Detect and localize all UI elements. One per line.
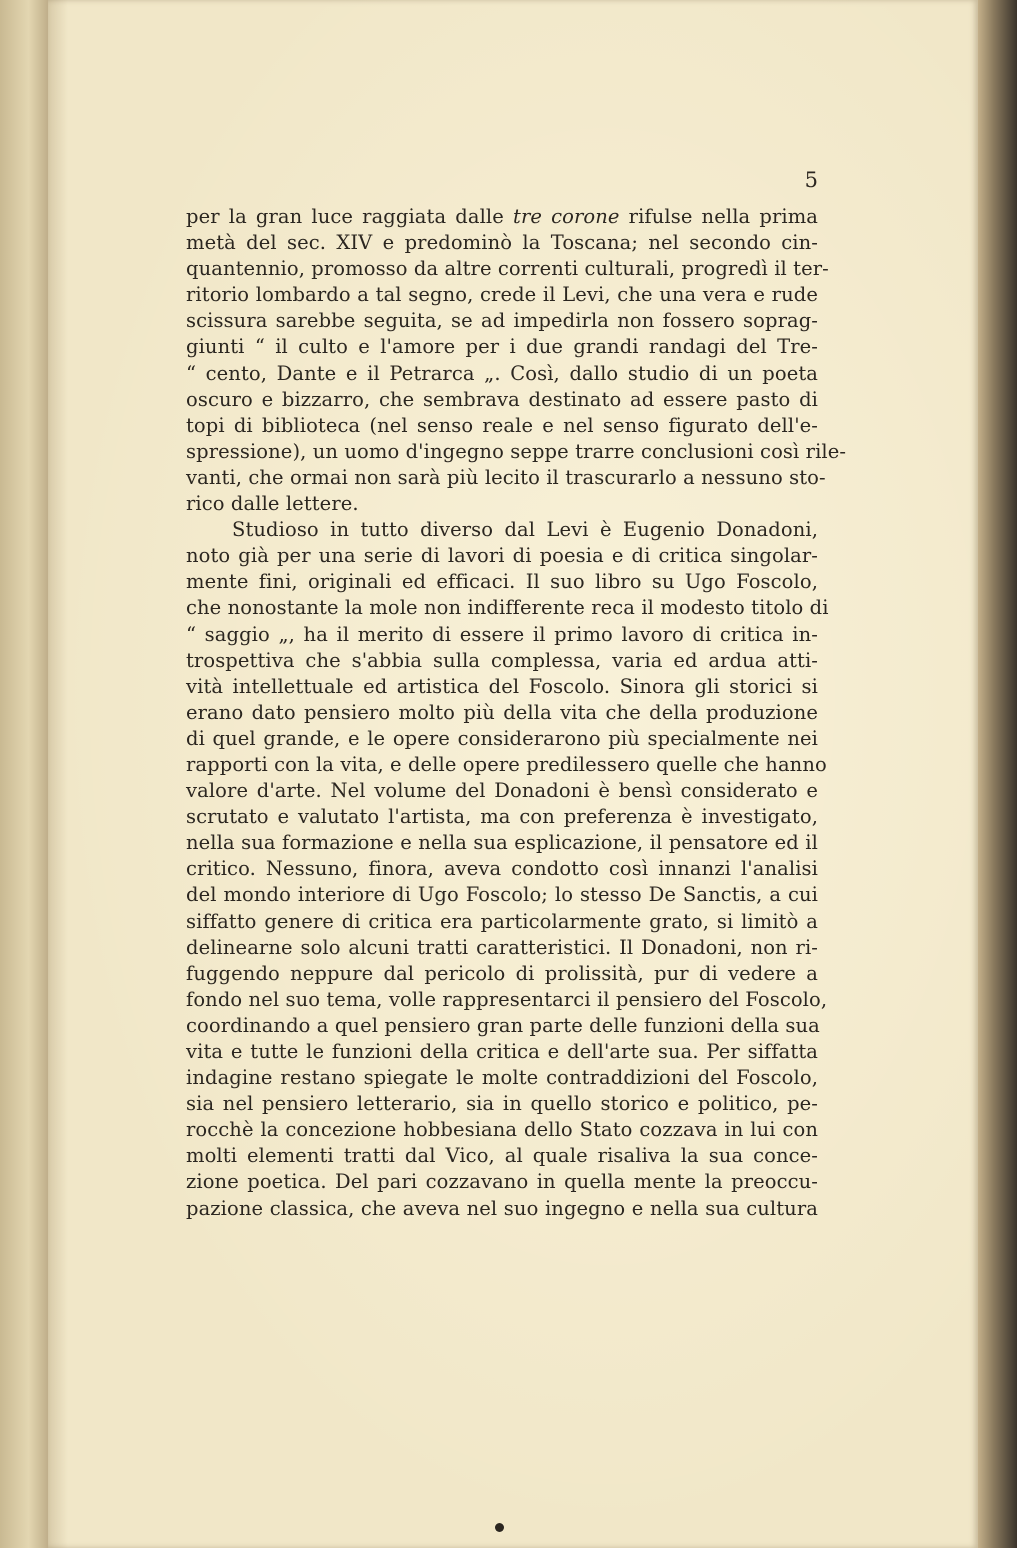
text-line: trospettiva che s'abbia sulla complessa, varia ed ardua atti- — [186, 648, 818, 672]
text-line: fondo nel suo tema, volle rappresentarci il pensiero del Foscolo, — [186, 987, 828, 1011]
text-line: oscuro e bizzarro, che sembrava destinato ad essere pasto di — [186, 387, 818, 411]
page-body-text — [186, 204, 847, 1222]
text-line: zione poetica. Del pari cozzavano in quella mente la preoccu- — [186, 1170, 818, 1194]
italic-phrase: tre corone — [513, 205, 620, 228]
text-line: delinearne solo alcuni tratti caratteristici. Il Donadoni, non ri- — [186, 935, 818, 959]
text-line: rico dalle lettere. — [186, 492, 359, 516]
text-line: spressione), un uomo d'ingegno seppe trarre conclusioni così rile- — [186, 439, 847, 463]
text-line: “ cento, Dante e il Petrarca „. Così, dallo studio di un poeta — [186, 361, 818, 385]
text-line: scissura sarebbe seguita, se ad impedirla non fossero soprag- — [186, 309, 818, 333]
text-line: per la gran luce raggiata dalle tre corone rifulse nella prima — [186, 205, 819, 228]
text-line: topi di biblioteca (nel senso reale e nel senso figurato dell'e- — [186, 413, 818, 437]
text-line: erano dato pensiero molto più della vita che della produzione — [186, 700, 818, 724]
text-line: del mondo interiore di Ugo Foscolo; lo stesso De Sanctis, a cui — [186, 883, 818, 907]
text-line: rocchè la concezione hobbesiana dello Stato cozzava in lui con — [186, 1118, 818, 1142]
text-line: che nonostante la mole non indifferente reca il modesto titolo di — [186, 596, 829, 620]
text-line: vità intellettuale ed artistica del Foscolo. Sinora gli storici si — [186, 674, 818, 698]
text-line: pazione classica, che aveva nel suo ingegno e nella sua cultura — [186, 1196, 818, 1220]
text-line: vita e tutte le funzioni della critica e dell'arte sua. Per siffatta — [186, 1040, 818, 1063]
text-line: giunti “ il culto e l'amore per i due grandi randagi del Tre- — [186, 335, 818, 359]
text-line: siffatto genere di critica era particolarmente grato, si limitò a — [186, 909, 818, 933]
text-line: coordinando a quel pensiero gran parte delle funzioni della sua — [186, 1013, 820, 1037]
binding-hole-dot — [495, 1523, 504, 1532]
page-stack-edge — [978, 0, 1017, 1548]
text-line: Studioso in tutto diverso dal Levi è Eugenio Donadoni, — [232, 518, 818, 542]
text-line: noto già per una serie di lavori di poesia e di critica singolar- — [186, 544, 818, 568]
text-line: metà del sec. XIV e predominò la Toscana; nel secondo cin- — [186, 231, 818, 255]
book-page — [48, 0, 978, 1548]
text-line: di quel grande, e le opere considerarono più specialmente nei — [186, 726, 818, 750]
text-line: nella sua formazione e nella sua esplicazione, il pensatore ed il — [186, 831, 818, 855]
text-line: ritorio lombardo a tal segno, crede il Levi, che una vera e rude — [186, 283, 818, 307]
text-line: indagine restano spiegate le molte contraddizioni del Foscolo, — [186, 1066, 818, 1090]
text-line: critico. Nessuno, finora, aveva condotto così innanzi l'analisi — [186, 857, 818, 881]
previous-page-edge — [0, 0, 52, 1548]
text-line: sia nel pensiero letterario, sia in quello storico e politico, pe- — [186, 1092, 818, 1116]
paragraph-2 — [186, 517, 829, 1222]
text-line: rapporti con la vita, e delle opere predilessero quelle che hanno — [186, 752, 827, 776]
text-line: scrutato e valutato l'artista, ma con preferenza è investigato, — [186, 805, 818, 829]
text-line: molti elementi tratti dal Vico, al quale risaliva la sua conce- — [186, 1144, 818, 1168]
text-line: “ saggio „, ha il merito di essere il primo lavoro di critica in- — [186, 622, 818, 646]
text-line: vanti, che ormai non sarà più lecito il trascurarlo a nessuno sto- — [186, 465, 826, 489]
text-line: quantennio, promosso da altre correnti culturali, progredì il ter- — [186, 257, 829, 281]
text-line: mente fini, originali ed efficaci. Il suo libro su Ugo Foscolo, — [186, 570, 818, 594]
page-number: 5 — [804, 168, 818, 192]
text-line: fuggendo neppure dal pericolo di prolissità, pur di vedere a — [186, 961, 818, 985]
paragraph-1 — [186, 204, 847, 517]
text-line: valore d'arte. Nel volume del Donadoni è bensì considerato e — [186, 779, 818, 803]
